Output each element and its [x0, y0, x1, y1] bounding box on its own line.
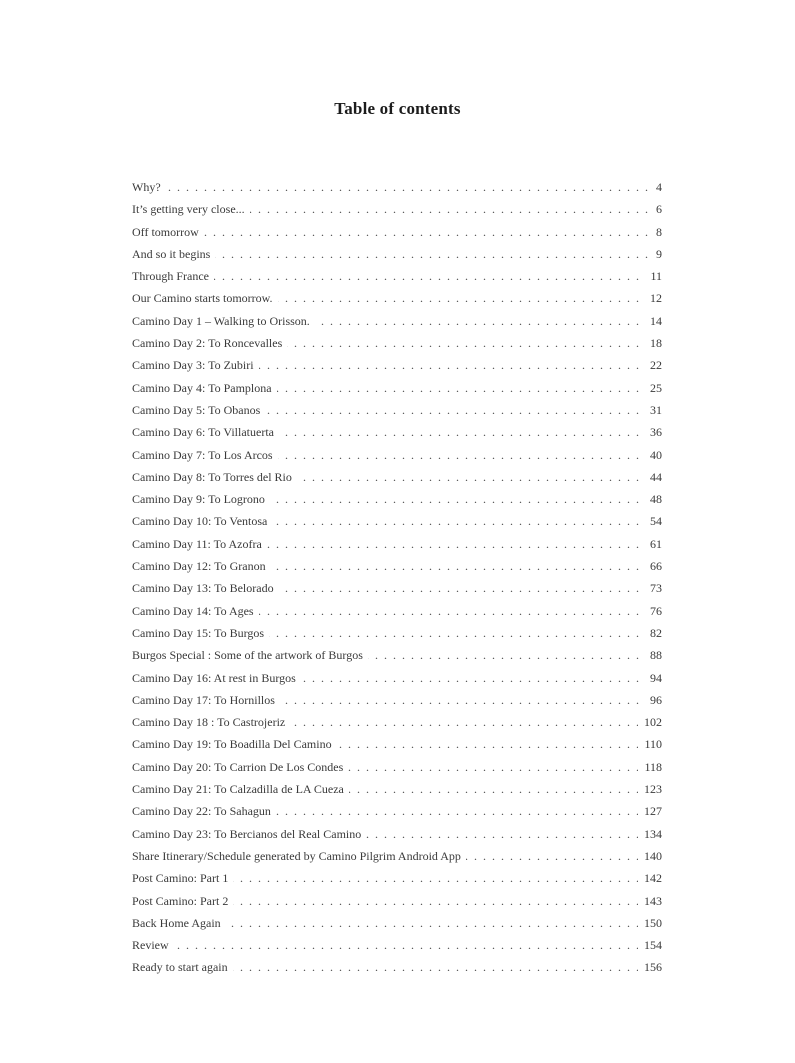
- toc-entry-page-number: 110: [638, 733, 662, 755]
- toc-entry[interactable]: [132, 778, 662, 800]
- toc-entry-label: Camino Day 13: To Belorado: [132, 577, 279, 599]
- toc-entry-page-number: 82: [644, 622, 662, 644]
- toc-entry-label: Post Camino: Part 2: [132, 890, 233, 912]
- toc-entry[interactable]: [132, 176, 662, 198]
- toc-entry-page-number: 14: [644, 310, 662, 332]
- toc-entry-page-number: 88: [644, 644, 662, 666]
- toc-entry[interactable]: [132, 600, 662, 622]
- toc-entry-page-number: 134: [638, 823, 662, 845]
- toc-entry-page-number: 54: [644, 510, 662, 532]
- toc-entry-label: Post Camino: Part 1: [132, 867, 233, 889]
- toc-entry[interactable]: [132, 310, 662, 332]
- toc-entry[interactable]: [132, 577, 662, 599]
- toc-entry[interactable]: [132, 800, 662, 822]
- toc-entry-label: Camino Day 3: To Zubiri: [132, 354, 259, 376]
- toc-entry[interactable]: [132, 845, 662, 867]
- toc-entry-page-number: 11: [644, 265, 662, 287]
- toc-entry[interactable]: [132, 622, 662, 644]
- toc-entry[interactable]: [132, 956, 662, 978]
- toc-entry[interactable]: [132, 912, 662, 934]
- toc-entry[interactable]: [132, 399, 662, 421]
- toc-entry-label: Camino Day 7: To Los Arcos: [132, 444, 278, 466]
- toc-entry[interactable]: [132, 221, 662, 243]
- toc-entry-label: Camino Day 15: To Burgos: [132, 622, 269, 644]
- toc-entry-page-number: 76: [644, 600, 662, 622]
- toc-entry-page-number: 9: [650, 243, 662, 265]
- toc-entry-label: Review: [132, 934, 174, 956]
- dot-leader: [132, 176, 662, 198]
- toc-entry-page-number: 36: [644, 421, 662, 443]
- toc-entry[interactable]: [132, 198, 662, 220]
- toc-entry-label: Camino Day 10: To Ventosa: [132, 510, 272, 532]
- toc-entry-page-number: 66: [644, 555, 662, 577]
- toc-entry[interactable]: [132, 555, 662, 577]
- toc-entry-label: Camino Day 14: To Ages: [132, 600, 259, 622]
- toc-entry-page-number: 61: [644, 533, 662, 555]
- toc-entry-page-number: 142: [638, 867, 662, 889]
- toc-entry-label: It’s getting very close...: [132, 198, 250, 220]
- toc-entry-label: Camino Day 4: To Pamplona: [132, 377, 277, 399]
- toc-entry[interactable]: [132, 733, 662, 755]
- toc-entry[interactable]: [132, 823, 662, 845]
- toc-entry-page-number: 102: [638, 711, 662, 733]
- toc-entry-page-number: 73: [644, 577, 662, 599]
- toc-entry-page-number: 18: [644, 332, 662, 354]
- toc-entry-label: Camino Day 16: At rest in Burgos: [132, 667, 301, 689]
- toc-entry-label: Why?: [132, 176, 166, 198]
- page-title: Table of contents: [334, 99, 461, 118]
- toc-entry-page-number: 156: [638, 956, 662, 978]
- toc-entry-label: Camino Day 2: To Roncevalles: [132, 332, 287, 354]
- toc-entry-page-number: 25: [644, 377, 662, 399]
- toc-entry[interactable]: [132, 444, 662, 466]
- toc-entry[interactable]: [132, 756, 662, 778]
- toc-entry[interactable]: [132, 689, 662, 711]
- toc-entry-page-number: 123: [638, 778, 662, 800]
- toc-entry-page-number: 140: [638, 845, 662, 867]
- toc-entry-page-number: 143: [638, 890, 662, 912]
- toc-entry-label: Camino Day 21: To Calzadilla de LA Cueza: [132, 778, 349, 800]
- toc-entry-label: Camino Day 17: To Hornillos: [132, 689, 280, 711]
- toc-entry[interactable]: [132, 243, 662, 265]
- toc-entry[interactable]: [132, 421, 662, 443]
- toc-entry[interactable]: [132, 890, 662, 912]
- toc-entry[interactable]: [132, 711, 662, 733]
- toc-entry[interactable]: [132, 332, 662, 354]
- toc-entry[interactable]: [132, 867, 662, 889]
- toc-entry-label: Camino Day 22: To Sahagun: [132, 800, 276, 822]
- toc-entry-page-number: 12: [644, 287, 662, 309]
- toc-entry-label: Camino Day 11: To Azofra: [132, 533, 267, 555]
- toc-entry-label: Camino Day 19: To Boadilla Del Camino: [132, 733, 337, 755]
- dot-leader: [132, 221, 662, 243]
- toc-entry-page-number: 94: [644, 667, 662, 689]
- toc-entry-page-number: 118: [638, 756, 662, 778]
- toc-entry-label: Camino Day 23: To Bercianos del Real Camino: [132, 823, 366, 845]
- toc-entry-label: Camino Day 6: To Villatuerta: [132, 421, 279, 443]
- toc-entry-label: Camino Day 18 : To Castrojeriz: [132, 711, 290, 733]
- toc-entry-label: Burgos Special : Some of the artwork of Burgos: [132, 644, 368, 666]
- toc-entry-page-number: 96: [644, 689, 662, 711]
- toc-entry-page-number: 31: [644, 399, 662, 421]
- toc-entry-page-number: 44: [644, 466, 662, 488]
- toc-entry[interactable]: [132, 934, 662, 956]
- toc-entry-page-number: 154: [638, 934, 662, 956]
- toc-entry-label: Camino Day 20: To Carrion De Los Condes: [132, 756, 348, 778]
- toc-entry-label: Camino Day 12: To Granon: [132, 555, 271, 577]
- toc-entry[interactable]: [132, 466, 662, 488]
- toc-entry-page-number: 150: [638, 912, 662, 934]
- toc-entry-label: And so it begins: [132, 243, 215, 265]
- toc-entry-label: Camino Day 5: To Obanos: [132, 399, 265, 421]
- toc-entry-page-number: 40: [644, 444, 662, 466]
- toc-entry-label: Off tomorrow: [132, 221, 204, 243]
- toc-entry-label: Camino Day 8: To Torres del Rio: [132, 466, 297, 488]
- table-of-contents: [132, 176, 662, 979]
- toc-entry[interactable]: [132, 510, 662, 532]
- toc-entry-page-number: 127: [638, 800, 662, 822]
- toc-entry-label: Camino Day 9: To Logrono: [132, 488, 270, 510]
- toc-entry[interactable]: [132, 354, 662, 376]
- toc-entry-page-number: 6: [650, 198, 662, 220]
- toc-entry-label: Camino Day 1 – Walking to Orisson.: [132, 310, 315, 332]
- toc-entry-page-number: 48: [644, 488, 662, 510]
- toc-entry[interactable]: [132, 644, 662, 666]
- toc-entry[interactable]: [132, 667, 662, 689]
- toc-entry[interactable]: [132, 488, 662, 510]
- toc-entry-label: Ready to start again: [132, 956, 233, 978]
- toc-entry[interactable]: [132, 265, 662, 287]
- dot-leader: [132, 934, 662, 956]
- toc-entry-label: Back Home Again: [132, 912, 226, 934]
- toc-entry-label: Share Itinerary/Schedule generated by Camino Pilgrim Android App: [132, 845, 466, 867]
- toc-entry-label: Through France: [132, 265, 214, 287]
- toc-entry-label: Our Camino starts tomorrow.: [132, 287, 278, 309]
- toc-entry[interactable]: [132, 287, 662, 309]
- toc-entry[interactable]: [132, 377, 662, 399]
- toc-entry[interactable]: [132, 533, 662, 555]
- toc-entry-page-number: 22: [644, 354, 662, 376]
- toc-entry-page-number: 4: [650, 176, 662, 198]
- toc-entry-page-number: 8: [650, 221, 662, 243]
